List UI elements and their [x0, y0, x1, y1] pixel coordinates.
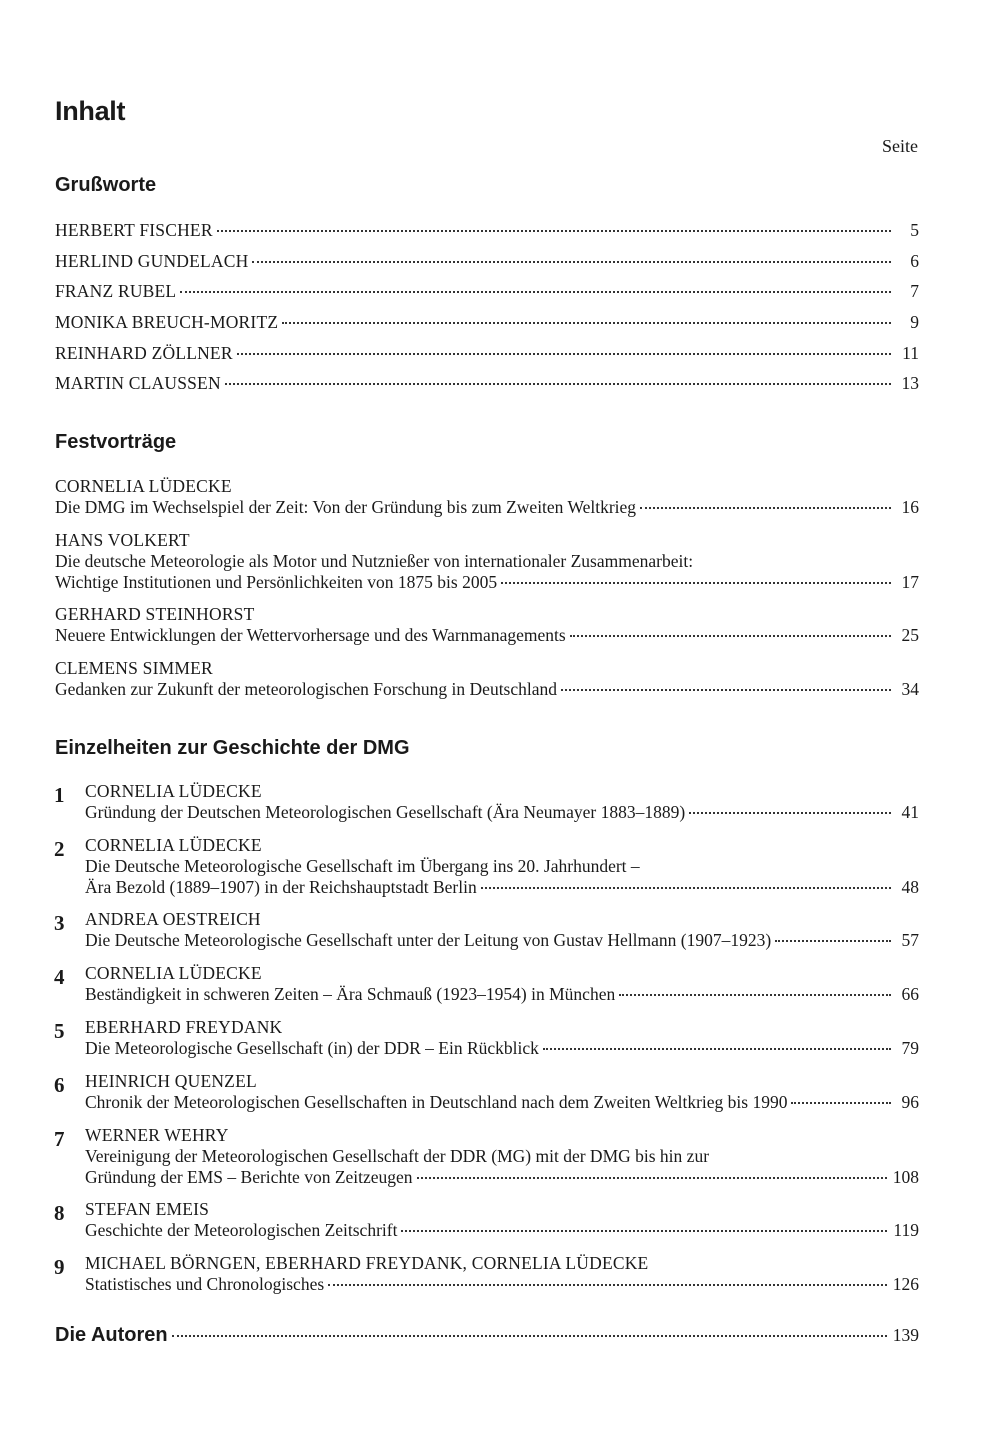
toc-title: Die DMG im Wechselspiel der Zeit: Von der Gründung bis zum Zweiten Weltkrieg [55, 497, 637, 517]
toc-title: Beständigkeit in schweren Zeiten – Ära Schmauß (1923–1954) in München [85, 984, 616, 1004]
toc-entry[interactable] [85, 1219, 919, 1241]
toc-title: Die Meteorologische Gesellschaft (in) der DDR – Ein Rückblick [85, 1038, 539, 1058]
toc-page-number: 79 [901, 1038, 919, 1058]
toc-title: Wichtige Institutionen und Persönlichkeiten von 1875 bis 2005 [55, 572, 498, 592]
toc-title: Die deutsche Meteorologie als Motor und Nutznießer von internationaler Zusammenarbeit: [55, 551, 694, 571]
toc-entry[interactable] [85, 876, 919, 898]
toc-entry[interactable] [55, 311, 919, 333]
dot-leader [217, 229, 891, 232]
toc-author: CORNELIA LÜDECKE [85, 781, 262, 801]
toc-entry[interactable] [55, 496, 919, 518]
toc-page-number: 119 [893, 1220, 919, 1240]
chapter-number: 1 [54, 783, 65, 807]
dot-leader [619, 993, 891, 996]
toc-author: WERNER WEHRY [85, 1125, 229, 1145]
dot-leader [172, 1334, 887, 1337]
chapter-number: 7 [54, 1127, 65, 1151]
toc-title: Ära Bezold (1889–1907) in der Reichshauptstadt Berlin [85, 877, 477, 897]
toc-page-number: 34 [901, 679, 919, 699]
toc-page-number: 11 [902, 343, 919, 363]
page-column-label: Seite [882, 136, 918, 156]
toc-author: MICHAEL BÖRNGEN, EBERHARD FREYDANK, CORNELIA LÜDECKE [85, 1253, 649, 1273]
dot-leader [543, 1047, 891, 1050]
toc-author: MARTIN CLAUSSEN [55, 373, 221, 393]
section-heading-festvortraege: Festvorträge [55, 431, 177, 453]
toc-author: GERHARD STEINHORST [55, 604, 255, 624]
toc-entry[interactable] [85, 801, 919, 823]
toc-author: CLEMENS SIMMER [55, 658, 213, 678]
dot-leader [775, 939, 891, 942]
toc-title: Statistisches und Chronologisches [85, 1274, 325, 1294]
toc-entry[interactable] [85, 1166, 919, 1188]
toc-page-number: 9 [910, 312, 919, 332]
dot-leader [501, 581, 891, 584]
dot-leader [252, 260, 891, 263]
toc-page-number: 16 [901, 497, 919, 517]
toc-page-number: 41 [901, 802, 919, 822]
chapter-number: 6 [54, 1073, 65, 1097]
toc-section-title: Die Autoren [55, 1324, 168, 1346]
toc-page-number: 96 [901, 1092, 919, 1112]
dot-leader [417, 1176, 887, 1179]
toc-title: Geschichte der Meteorologischen Zeitschrift [85, 1220, 398, 1240]
dot-leader [328, 1283, 887, 1286]
toc-entry[interactable] [55, 678, 919, 700]
dot-leader [237, 352, 891, 355]
chapter-number: 2 [54, 837, 65, 861]
toc-page-number: 6 [910, 251, 919, 271]
toc-title: Gedanken zur Zukunft der meteorologischen Forschung in Deutschland [55, 679, 558, 699]
toc-page-number: 66 [901, 984, 919, 1004]
toc-entry[interactable] [55, 342, 919, 364]
toc-author: FRANZ RUBEL [55, 281, 177, 301]
toc-page-number: 57 [901, 930, 919, 950]
toc-author: HANS VOLKERT [55, 530, 190, 550]
toc-title: Die Deutsche Meteorologische Gesellschaft unter der Leitung von Gustav Hellmann (1907–1923) [85, 930, 772, 950]
toc-author: ANDREA OESTREICH [85, 909, 261, 929]
toc-entry[interactable] [55, 219, 919, 241]
toc-title: Gründung der EMS – Berichte von Zeitzeugen [85, 1167, 413, 1187]
toc-page-number: 25 [901, 625, 919, 645]
toc-page-number: 13 [901, 373, 919, 393]
toc-page-number: 5 [910, 220, 919, 240]
toc-author: CORNELIA LÜDECKE [55, 476, 232, 496]
toc-entry[interactable] [55, 280, 919, 302]
toc-title: Vereinigung der Meteorologischen Gesellschaft der DDR (MG) mit der DMG bis hin zur [85, 1146, 710, 1166]
toc-title: Gründung der Deutschen Meteorologischen Gesellschaft (Ära Neumayer 1883–1889) [85, 802, 686, 822]
toc-author: MONIKA BREUCH-MORITZ [55, 312, 279, 332]
dot-leader [689, 811, 891, 814]
toc-author: HERLIND GUNDELACH [55, 251, 249, 271]
dot-leader [481, 886, 891, 889]
section-heading-einzelheiten: Einzelheiten zur Geschichte der DMG [55, 737, 410, 759]
dot-leader [180, 290, 891, 293]
section-heading-grussworte: Grußworte [55, 174, 157, 196]
toc-entry[interactable] [55, 624, 919, 646]
dot-leader [791, 1101, 891, 1104]
toc-page-number: 139 [892, 1325, 919, 1345]
toc-entry[interactable] [55, 571, 919, 593]
toc-page-number: 17 [901, 572, 919, 592]
toc-page-number: 7 [910, 281, 919, 301]
toc-page-number: 48 [901, 877, 919, 897]
toc-entry[interactable] [85, 1091, 919, 1113]
dot-leader [401, 1229, 887, 1232]
dot-leader [282, 321, 891, 324]
toc-title: Die Deutsche Meteorologische Gesellschaft im Übergang ins 20. Jahrhundert – [85, 856, 640, 876]
toc-page-number: 126 [892, 1274, 919, 1294]
dot-leader [561, 688, 891, 691]
toc-author: CORNELIA LÜDECKE [85, 963, 262, 983]
chapter-number: 4 [54, 965, 65, 989]
chapter-number: 9 [54, 1255, 65, 1279]
chapter-number: 5 [54, 1019, 65, 1043]
chapter-number: 8 [54, 1201, 65, 1225]
toc-title: Neuere Entwicklungen der Wettervorhersage und des Warnmanagements [55, 625, 566, 645]
dot-leader [640, 506, 891, 509]
dot-leader [225, 382, 891, 385]
toc-entry[interactable] [55, 250, 919, 272]
dot-leader [570, 634, 891, 637]
toc-entry-autoren[interactable] [55, 1324, 919, 1346]
toc-entry[interactable] [85, 983, 919, 1005]
toc-entry[interactable] [85, 1037, 919, 1059]
toc-author: HEINRICH QUENZEL [85, 1071, 257, 1091]
toc-author: CORNELIA LÜDECKE [85, 835, 262, 855]
toc-author: REINHARD ZÖLLNER [55, 343, 233, 363]
toc-author: HERBERT FISCHER [55, 220, 213, 240]
chapter-number: 3 [54, 911, 65, 935]
toc-entry[interactable] [85, 929, 919, 951]
toc-author: STEFAN EMEIS [85, 1199, 210, 1219]
toc-title: Chronik der Meteorologischen Gesellschaften in Deutschland nach dem Zweiten Weltkrieg bis 1990 [85, 1092, 788, 1112]
toc-entry[interactable] [85, 1273, 919, 1295]
toc-page-number: 108 [892, 1167, 919, 1187]
toc-entry[interactable] [55, 372, 919, 394]
page-title: Inhalt [55, 96, 126, 126]
toc-author: EBERHARD FREYDANK [85, 1017, 283, 1037]
